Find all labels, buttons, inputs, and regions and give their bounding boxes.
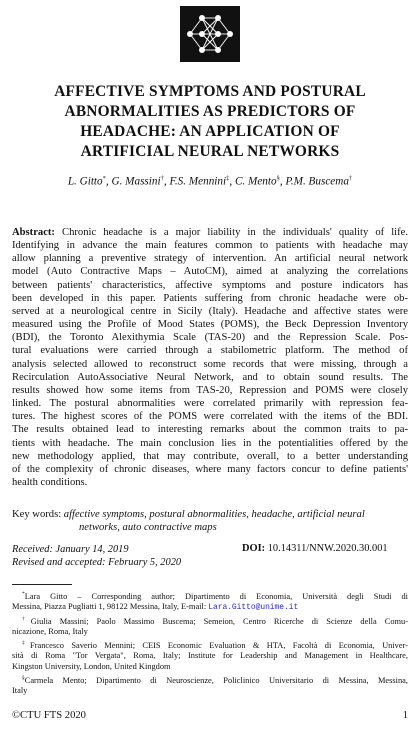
affiliation-mark: * <box>102 175 106 182</box>
abstract-line: measured using the Profile of Mood States (POMS), the Beck Depression Inventory <box>12 319 408 331</box>
author-name: F.S. Mennini <box>169 175 227 188</box>
abstract-text: Chronic headache is a major liability in the individuals' quality of life. <box>54 227 408 238</box>
author-separator: , <box>279 175 286 188</box>
abstract-line: tural evaluations were carried through a stabilometric platform. The method of <box>12 345 408 357</box>
footnote-text: Carmela Mento; Dipartimento di Neuroscienze, Policlinico Universitario di Messina, Messina, <box>24 675 408 685</box>
copyright: ©CTU FTS 2020 <box>12 710 86 721</box>
abstract-line: tients with headache. The main conclusion lies in the potentialities offered by the <box>12 437 408 449</box>
abstract-line: The results obtained lead to interesting remarks about the common traits to pa- <box>12 424 408 436</box>
keywords-label: Key words: <box>12 509 62 520</box>
email-link[interactable]: Lara.Gitto@unime.it <box>208 603 299 613</box>
publication-dates <box>12 543 181 569</box>
footnote-mark: † <box>22 615 31 622</box>
footnote-line <box>12 589 408 602</box>
abstract-line: between patients' characteristics, affective symptoms and posture indicators has <box>12 279 408 291</box>
author-name: C. Mento <box>234 175 277 188</box>
abstract-line: results showed how some items from TAS-20, Repression and POMS were closely <box>12 384 408 396</box>
footnote-line <box>12 614 408 627</box>
footnote-mark: * <box>22 591 25 597</box>
accepted-date: Revised and accepted: February 5, 2020 <box>12 557 182 568</box>
affiliation-mark: † <box>160 175 164 182</box>
affiliation-mark: † <box>348 175 353 182</box>
author-separator: , <box>163 175 170 188</box>
abstract-line: Identifying in advance the main features common to patients with headache may <box>12 240 408 252</box>
footnote-text: Francesco Saverio Mennini; CEIS Economic Evaluation & HTA, Facoltà di Economia, Univer- <box>30 640 408 650</box>
doi-label: DOI: <box>242 543 266 554</box>
abstract-line: of the complexity of chronic diseases, where many factors concur to define patients' <box>12 463 408 475</box>
abstract-line: tures. The highest scores of the POMS were correlated with the items of the BDI. <box>12 411 408 423</box>
footnote-line: Kingston University, London, United Kingdom <box>12 661 171 671</box>
keywords <box>12 508 365 534</box>
abstract <box>12 226 408 489</box>
abstract-line: been developed in this paper. Patients suffering from chronic headache were ob- <box>12 292 408 304</box>
abstract-line: model (Auto Contractive Maps – AutoCM), aimed at analyzing the correlations <box>12 266 408 278</box>
abstract-line: new methodology applied, that may contribute, overall, to a better understanding <box>12 450 408 462</box>
abstract-line: health conditions. <box>12 476 88 488</box>
keywords-terms: affective symptoms, postural abnormalities, headache, artificial neural <box>63 509 365 520</box>
abstract-line: allow planning a preventive strategy of intervention. An artificial neural network <box>12 253 408 265</box>
footnote-mark: ‡ <box>22 639 31 646</box>
doi-link[interactable]: 10.14311/NNW.2020.30.001 <box>267 543 388 554</box>
footnote-divider <box>12 584 72 585</box>
footnote-text: Messina, Piazza Pugliatti 1, 98122 Messina, Italy, E-mail: <box>12 602 209 612</box>
abstract-line: linked. The postural abnormalities were correlated primarily with repression fea- <box>12 398 408 410</box>
affiliation-mark: § <box>276 175 280 182</box>
author-name: P.M. Buscema <box>285 175 349 188</box>
neural-network-logo-icon <box>180 6 240 62</box>
footnotes <box>12 589 408 697</box>
footnote-line <box>12 673 408 686</box>
title-line: AFFECTIVE SYMPTOMS AND POSTURAL <box>54 83 366 100</box>
author-list <box>0 175 420 188</box>
doi <box>242 543 388 554</box>
title-line: ARTIFICIAL NEURAL NETWORKS <box>80 143 340 160</box>
title-line: HEADACHE: AN APPLICATION OF <box>80 123 340 140</box>
author-name: G. Massini <box>111 175 161 188</box>
keywords-terms: networks, auto contractive maps <box>79 522 217 533</box>
footnote-text: Lara Gitto – Corresponding author; Dipartimento di Economia, Università degli Studi di <box>24 591 408 601</box>
footnote-line: sità di Roma "Tor Vergata", Roma, Italy; Institute for Leadership and Management in Healthcare, <box>12 651 408 661</box>
abstract-label: Abstract: <box>12 227 55 238</box>
author-separator: , <box>105 175 112 188</box>
title-line: ABNORMALITIES AS PREDICTORS OF <box>64 103 356 120</box>
abstract-line: served at a neurological centre in Sicily (Italy). Headache and affective states were <box>12 305 408 317</box>
abstract-line: Recirculation AutoAssociative Neural Network, and to obtain sound results. The <box>12 371 408 383</box>
footnote-line: nicazione, Roma, Italy <box>12 627 88 637</box>
footnote-mark: § <box>22 674 25 681</box>
footnote-line <box>12 602 408 614</box>
abstract-line <box>12 226 408 239</box>
footnote-line <box>12 638 408 651</box>
author-separator: , <box>229 175 235 188</box>
abstract-line: (BDI), the Toronto Alexithymia Scale (TAS-20) and the Repression Scale. Pos- <box>12 332 408 344</box>
affiliation-mark: ‡ <box>226 175 230 182</box>
author-name: L. Gitto <box>67 175 103 188</box>
page-number: 1 <box>402 710 408 721</box>
footnote-text: Giulia Massini; Paolo Massimo Buscema; Semeion, Centro Ricerche di Scienze della Comu- <box>30 616 408 626</box>
abstract-line: analysis selected allowed to reconstruct some records that were missing, through a <box>12 358 408 370</box>
paper-title <box>20 82 400 162</box>
received-date: Received: January 14, 2019 <box>12 544 129 555</box>
footnote-line: Italy <box>12 685 28 695</box>
